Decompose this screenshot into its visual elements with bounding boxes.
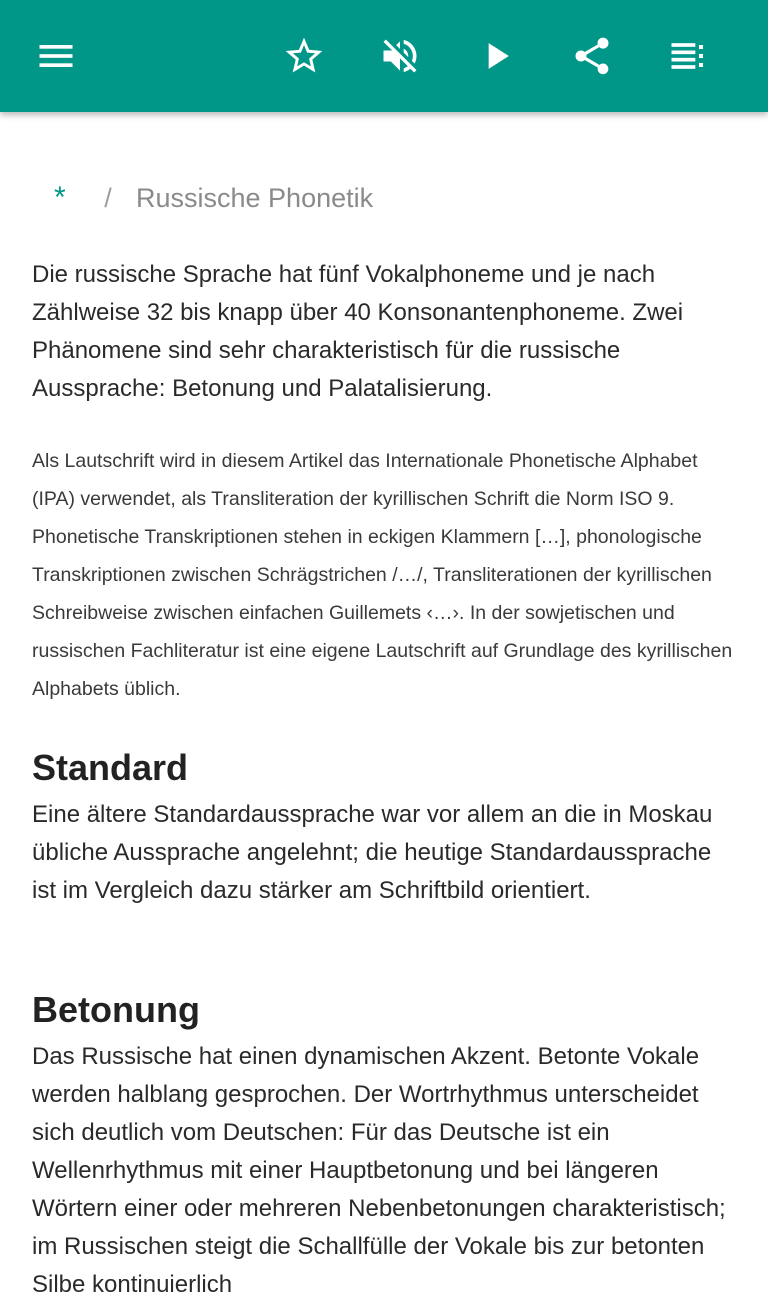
section-text-standard: Eine ältere Standardaussprache war vor allem an die in Moskau übliche Aussprache angelehnt; die heutige Standardaussprache ist im Vergleich dazu stärker am Schriftbild orientiert. [32,801,713,904]
section-text-betonung: Das Russische hat einen dynamischen Akzent. Betonte Vokale werden halblang gesprochen. Der Wortrhythmus unterscheidet sich deutlich vom Deutschen: Für das Deutsche ist ein Wellenrhythmus mit einer Hauptbetonung und bei längeren Wörtern einer oder mehreren Nebenbetonungen charakteristisch; im Russischen steigt die Schallfülle der Vokale bis zur betonten Silbe kontinuierlich [32,1043,726,1298]
volume-off-icon [378,34,422,78]
contents-button[interactable] [660,28,716,84]
share-button[interactable] [564,28,620,84]
share-icon [570,34,614,78]
mute-button[interactable] [372,28,428,84]
section-heading-standard: Standard [32,747,189,788]
play-button[interactable] [468,28,524,84]
app-toolbar [0,0,768,112]
breadcrumb-current-page: Russische Phonetik [136,182,374,213]
star-outline-icon [282,34,326,78]
bookmark-button[interactable] [276,28,332,84]
breadcrumb-separator: / [104,182,112,213]
menu-button[interactable] [28,28,84,84]
article-intro: Die russische Sprache hat fünf Vokalphoneme und je nach Zählweise 32 bis knapp über 40 Konsonantenphoneme. Zwei Phänomene sind sehr charakteristisch für die russische Aussprache: Betonung und Palatalisierung. [32,261,684,402]
breadcrumb-home-link[interactable]: * [54,181,66,214]
article-content [32,112,736,1298]
play-icon [474,34,518,78]
menu-icon [34,34,78,78]
article-notation-note: Als Lautschrift wird in diesem Artikel das Internationale Phonetische Alphabet (IPA) verwendet, als Transliteration der kyrillischen Schrift die Norm ISO 9. Phonetische Transkriptionen stehen in eckigen Klammern […], phonologische Transkriptionen zwischen Schrägstrichen /…/, Transliterationen der kyrillischen Schreibweise zwischen einfachen Guillemets ‹…›. In der sowjetischen und russischen Fachliteratur ist eine eigene Lautschrift auf Grundlage des kyrillischen Alphabets üblich. [32,450,733,700]
breadcrumb [32,176,373,220]
section-heading-betonung: Betonung [32,989,200,1030]
playlist-icon [666,34,710,78]
